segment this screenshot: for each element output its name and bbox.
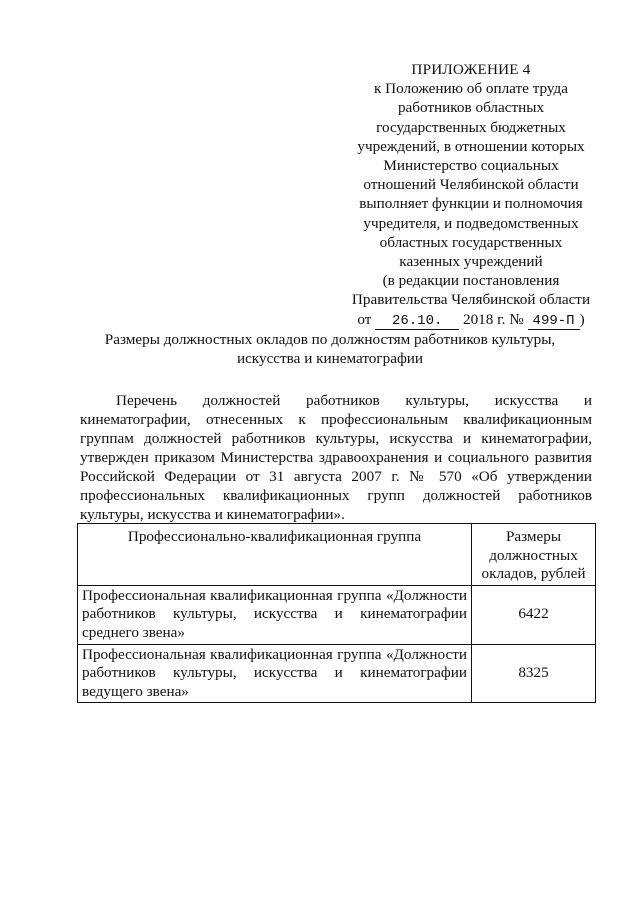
table-header-row: [78, 524, 596, 586]
intro-paragraph: Перечень должностей работников культуры, искусства и кинематографии, отнесенных к профессиональным квалификационным группам должностей работников культуры, искусства и кинематографии, утвержден приказом Министерства здравоохранения и социального развития Российской Федерации от 31 августа 2007 г. № 570 «Об утверждении профессиональных квалификационных групп должностей работников культуры, искусства и кинематографии».: [80, 392, 592, 523]
header-salary: Размеры должностных окладов, рублей: [472, 524, 596, 586]
appendix-date-line: [340, 310, 602, 330]
table-row: [78, 644, 596, 703]
appendix-line: учреждений, в отношении которых: [357, 137, 585, 155]
heading-line-1: Размеры должностных окладов по должностям работников культуры,: [104, 331, 556, 348]
appendix-block: [340, 60, 602, 330]
appendix-line: государственных бюджетных: [376, 118, 566, 136]
group-cell: Профессиональная квалификационная группа «Должности работников культуры, искусства и кинематографии среднего звена»: [78, 585, 472, 644]
decree-number: 499-П: [528, 313, 580, 330]
appendix-line: работников областных: [397, 99, 545, 117]
decree-date: 26.10.: [375, 313, 459, 330]
salary-cell: 6422: [472, 585, 596, 644]
appendix-line: отношений Челябинской области: [363, 176, 579, 194]
heading-line-2: искусства и кинематографии: [236, 350, 424, 367]
appendix-line: областных государственных: [379, 233, 563, 251]
appendix-line: к Положению об оплате труда: [373, 80, 569, 98]
close-paren: ): [579, 310, 585, 328]
group-cell: Профессиональная квалификационная группа «Должности работников культуры, искусства и кинематографии ведущего звена»: [78, 644, 472, 703]
table-row: [78, 585, 596, 644]
salary-cell: 8325: [472, 644, 596, 703]
appendix-line: казенных учреждений: [399, 253, 543, 271]
appendix-line: Министерство социальных: [383, 157, 559, 175]
appendix-line: Правительства Челябинской области: [351, 291, 591, 309]
appendix-line: учредителя, и подведомственных: [363, 214, 579, 232]
header-group: Профессионально-квалификационная группа: [78, 524, 472, 586]
salary-table: [77, 523, 596, 703]
decree-year: 2018 г. №: [462, 310, 524, 328]
date-prefix: от: [357, 310, 372, 328]
document-heading: [100, 330, 560, 368]
appendix-line: выполняет функции и полномочия: [359, 195, 583, 213]
appendix-title: ПРИЛОЖЕНИЕ 4: [411, 61, 531, 78]
appendix-line: (в редакции постановления: [382, 272, 560, 290]
